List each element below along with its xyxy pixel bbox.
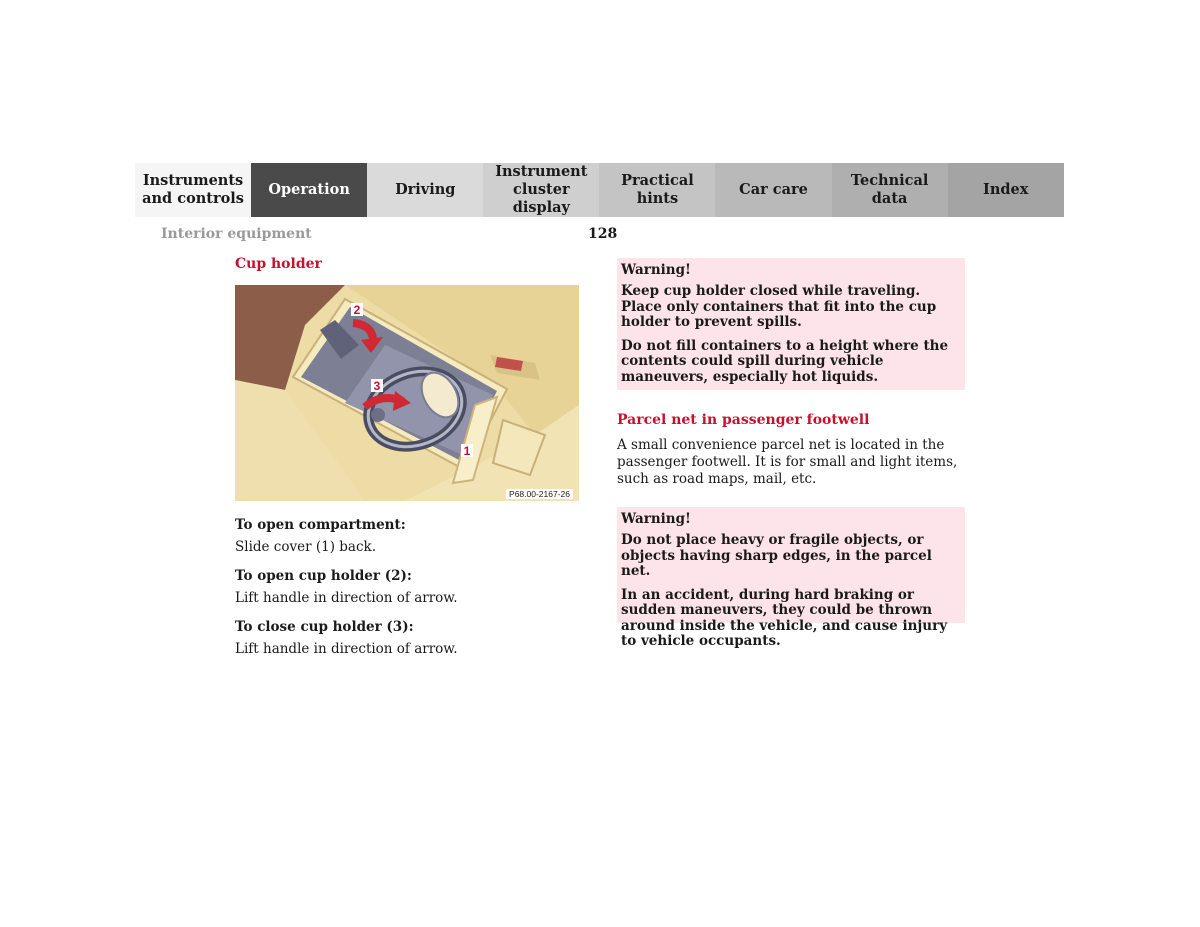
cup-holder-drawing [235, 285, 579, 501]
step-title: To open cup holder (2): [235, 568, 412, 584]
page-number: 128 [588, 226, 618, 242]
step-body: Lift handle in direction of arrow. [235, 590, 458, 606]
step-title: To open compartment: [235, 517, 406, 533]
tab-instrument-cluster-display[interactable]: Instrument cluster display [483, 163, 599, 217]
warning-paragraph: Do not place heavy or fragile objects, or objects having sharp edges, in the parcel net. [621, 532, 932, 579]
warning-title: Warning! [621, 511, 691, 527]
tab-car-care[interactable]: Car care [715, 163, 831, 217]
figure-code: P68.00-2167-26 [506, 489, 573, 499]
tab-technical-data[interactable]: Technical data [832, 163, 948, 217]
step-body: Slide cover (1) back. [235, 539, 376, 555]
parcel-net-description: A small convenience parcel net is located in the passenger footwell. It is for small and light items, such as road maps, mail, etc. [617, 437, 958, 487]
warning-box-parcel-net [617, 507, 965, 649]
warning-paragraph: In an accident, during hard braking or sudden maneuvers, they could be thrown around inside the vehicle, and cause injury to vehicle occupants. [621, 586, 948, 649]
callout-3-label: 3 [373, 379, 381, 393]
cup-holder-instructions [235, 517, 585, 670]
step-title: To close cup holder (3): [235, 619, 414, 635]
step-body: Lift handle in direction of arrow. [235, 641, 458, 657]
tab-operation[interactable]: Operation [251, 163, 367, 217]
section-title: Interior equipment [161, 226, 312, 242]
warning-title: Warning! [621, 262, 691, 278]
cup-holder-illustration [235, 285, 579, 501]
chapter-tabs [135, 163, 1064, 217]
cup-holder-heading: Cup holder [235, 256, 322, 272]
warning-paragraph: Keep cup holder closed while traveling. Place only containers that fit into the cup holder to prevent spills. [621, 283, 937, 330]
tab-driving[interactable]: Driving [367, 163, 483, 217]
callout-1-label: 1 [463, 444, 471, 458]
parcel-net-heading: Parcel net in passenger footwell [617, 412, 870, 428]
tab-instruments-and-controls[interactable]: Instruments and controls [135, 163, 251, 217]
tab-practical-hints[interactable]: Practical hints [599, 163, 715, 217]
tab-index[interactable]: Index [948, 163, 1064, 217]
warning-box-cup-holder [617, 258, 965, 390]
callout-2-label: 2 [353, 303, 361, 317]
warning-paragraph: Do not fill containers to a height where the contents could spill during vehicle maneuvers, especially hot liquids. [621, 337, 949, 385]
